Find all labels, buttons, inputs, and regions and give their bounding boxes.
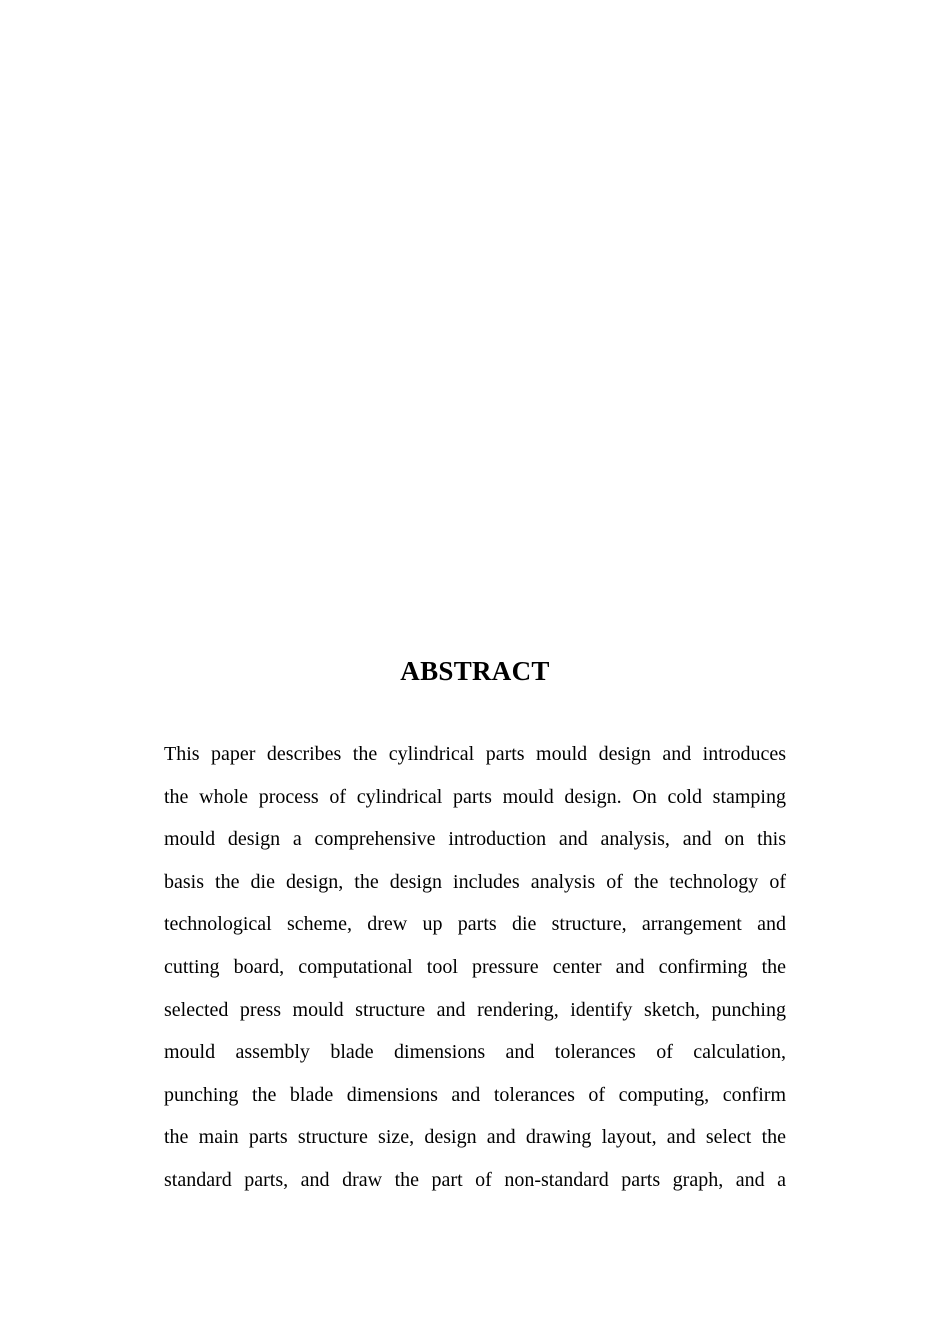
abstract-line-1: This paper describes the cylindrical parts mould design and introduces (164, 743, 786, 765)
abstract-line-8: mould assembly blade dimensions and tolerances of calculation, (164, 1041, 786, 1064)
abstract-line-11: standard parts, and draw the part of non-standard parts graph, and a (164, 1168, 786, 1191)
abstract-heading: ABSTRACT (400, 656, 550, 686)
abstract-line-4: basis the die design, the design includes analysis of the technology of (164, 870, 786, 893)
abstract-line-3: mould design a comprehensive introduction and analysis, and on this (164, 828, 786, 851)
abstract-line-7: selected press mould structure and rendering, identify sketch, punching (164, 998, 786, 1021)
abstract-line-5: technological scheme, drew up parts die structure, arrangement and (164, 913, 786, 936)
abstract-line-10: the main parts structure size, design and drawing layout, and select the (164, 1126, 786, 1149)
abstract-line-9: punching the blade dimensions and tolerances of computing, confirm (164, 1083, 786, 1106)
abstract-line-2: the whole process of cylindrical parts mould design. On cold stamping (164, 785, 786, 808)
abstract-body (164, 733, 786, 1202)
abstract-line-6: cutting board, computational tool pressure center and confirming the (164, 955, 786, 978)
